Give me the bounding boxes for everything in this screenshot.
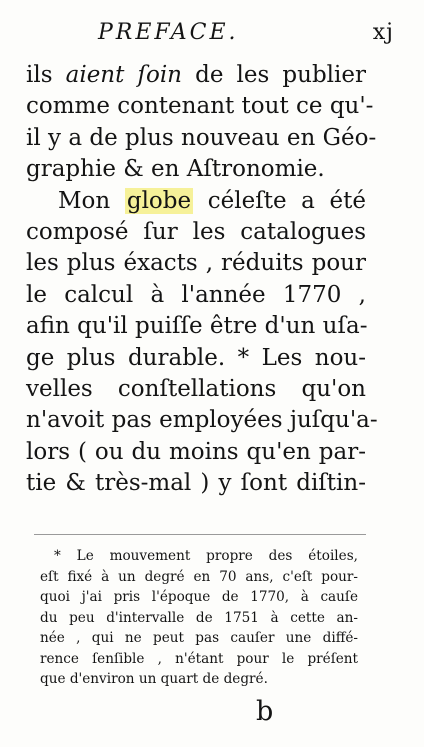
text-line: il y a de plus nouveau en Géo- xyxy=(26,124,377,151)
text-line: lors ( ou du moins qu'en par- xyxy=(26,438,366,465)
footnote-line: rence ſenſible , n'étant pour le préſent xyxy=(40,650,358,667)
text-line: velles conſtellations qu'on xyxy=(26,375,366,402)
text-line: comme contenant tout ce qu'- xyxy=(26,93,374,120)
footnote-line: née , qui ne peut pas cauſer une diffé- xyxy=(40,630,358,646)
footnote-line: que d'environ un quart de degré. xyxy=(40,671,268,687)
footnote-line: du peu d'intervalle de 1751 à cette an- xyxy=(40,609,358,626)
footnote-line: * Le mouvement propre des étoiles, xyxy=(54,548,358,564)
page-number: xj xyxy=(372,20,394,45)
text-segment: céleſte a été xyxy=(207,187,366,214)
text-line: tie & très-mal ) y ſont diſtin- xyxy=(26,470,366,497)
text-line: ge plus durable. * Les nou- xyxy=(26,344,366,371)
footnote xyxy=(40,546,358,690)
text-line: graphie & en Aſtronomie. xyxy=(26,156,325,183)
main-text xyxy=(26,60,378,499)
footnote-divider xyxy=(34,534,366,535)
text-line: afin qu'il puiſſe être d'un uſa- xyxy=(26,313,368,340)
italic-phrase: aient ſoin xyxy=(65,62,182,88)
text-segment: de les publier xyxy=(195,62,367,88)
text-line xyxy=(26,60,366,91)
text-segment: ils xyxy=(26,62,53,88)
highlighted-word[interactable]: globe xyxy=(126,187,192,214)
running-title: PREFACE. xyxy=(98,20,239,45)
text-line: n'avoit pas employées juſqu'a- xyxy=(26,407,378,434)
footnote-line: eſt fixé à un degré en 70 ans, c'eſt pour- xyxy=(40,568,358,585)
text-line: les plus éxacts , réduits pour xyxy=(26,250,366,277)
signature-mark: b xyxy=(256,696,274,727)
text-line: composé ſur les catalogues xyxy=(26,218,366,245)
text-line: le calcul à l'année 1770 , xyxy=(26,281,366,308)
footnote-line: quoi j'ai pris l'époque de 1770, à cauſe xyxy=(40,589,358,605)
text-segment: Mon xyxy=(58,187,111,214)
text-line xyxy=(26,186,366,217)
